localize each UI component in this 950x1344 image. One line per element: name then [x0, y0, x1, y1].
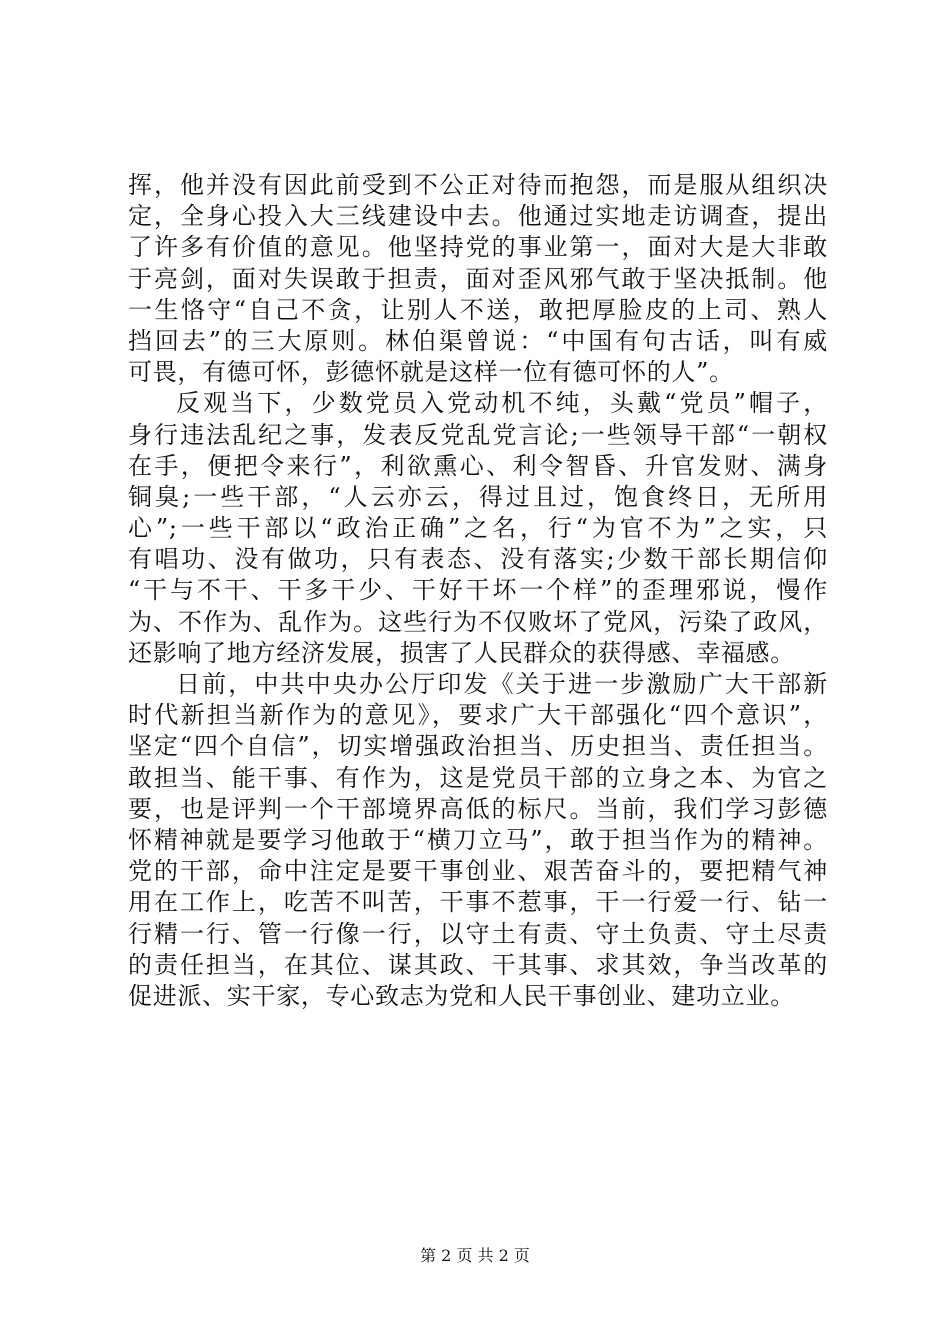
text-line: 于亮剑，面对失误敢于担责，面对歪风邪气敢于坚决抵制。他: [128, 264, 828, 293]
text-line: 的责任担当，在其位、谋其政、干其事、求其效，争当改革的: [128, 950, 828, 979]
text-line: 要，也是评判一个干部境界高低的标尺。当前，我们学习彭德: [128, 794, 828, 823]
text-line: 在手，便把令来行”，利欲熏心、利令智昏、升官发财、满身: [128, 451, 828, 480]
text-line: 身行违法乱纪之事，发表反党乱党言论;一些领导干部“一朝权: [128, 420, 828, 449]
text-line: “干与不干、干多干少、干好干坏一个样”的歪理邪说，慢作: [128, 576, 828, 605]
text-line: 了许多有价值的意见。他坚持党的事业第一，面对大是大非敢: [128, 233, 828, 262]
text-line: 一生恪守“自己不贪，让别人不送，敢把厚脸皮的上司、熟人: [128, 295, 828, 324]
text-line: 心”;一些干部以“政治正确”之名，行“为官不为”之实，只: [128, 514, 828, 543]
paragraph-end-line: 促进派、实干家，专心致志为党和人民干事创业、建功立业。: [128, 981, 795, 1010]
text-line: 敢担当、能干事、有作为，这是党员干部的立身之本、为官之: [128, 763, 828, 792]
text-line: 挡回去”的三大原则。林伯渠曾说：“中国有句古话，叫有威: [128, 326, 828, 355]
paragraph-end-line: 还影响了地方经济发展，损害了人民群众的获得感、幸福感。: [128, 638, 795, 667]
text-line: 行精一行、管一行像一行，以守土有责、守土负责、守土尽责: [128, 919, 828, 948]
text-line: 铜臭;一些干部，“人云亦云，得过且过，饱食终日，无所用: [128, 482, 828, 511]
text-line: 怀精神就是要学习他敢于“横刀立马”，敢于担当作为的精神。: [128, 825, 828, 854]
paragraph-start-line: 日前，中共中央办公厅印发《关于进一步激励广大干部新: [176, 670, 828, 698]
text-line: 用在工作上，吃苦不叫苦，干事不惹事，干一行爱一行、钻一: [128, 888, 828, 917]
text-line: 有唱功、没有做功，只有表态、没有落实;少数干部长期信仰: [128, 545, 828, 574]
document-body: [128, 170, 828, 1012]
paragraph-start-line: 反观当下，少数党员入党动机不纯，头戴“党员”帽子，: [176, 389, 828, 418]
paragraph-end-line: 可畏，有德可怀，彭德怀就是这样一位有德可怀的人”。: [128, 358, 734, 387]
text-line: 坚定“四个自信”，切实增强政治担当、历史担当、责任担当。: [128, 732, 828, 761]
text-line: 党的干部，命中注定是要干事创业、艰苦奋斗的，要把精气神: [128, 857, 828, 886]
page-number-footer: 第 2 页 共 2 页: [420, 1246, 530, 1265]
text-line: 挥，他并没有因此前受到不公正对待而抱怨，而是服从组织决: [128, 171, 828, 199]
text-line: 时代新担当新作为的意见》，要求广大干部强化“四个意识”，: [128, 701, 828, 730]
text-line: 为、不作为、乱作为。这些行为不仅败坏了党风，污染了政风，: [128, 607, 828, 636]
text-line: 定，全身心投入大三线建设中去。他通过实地走访调查，提出: [128, 202, 828, 231]
